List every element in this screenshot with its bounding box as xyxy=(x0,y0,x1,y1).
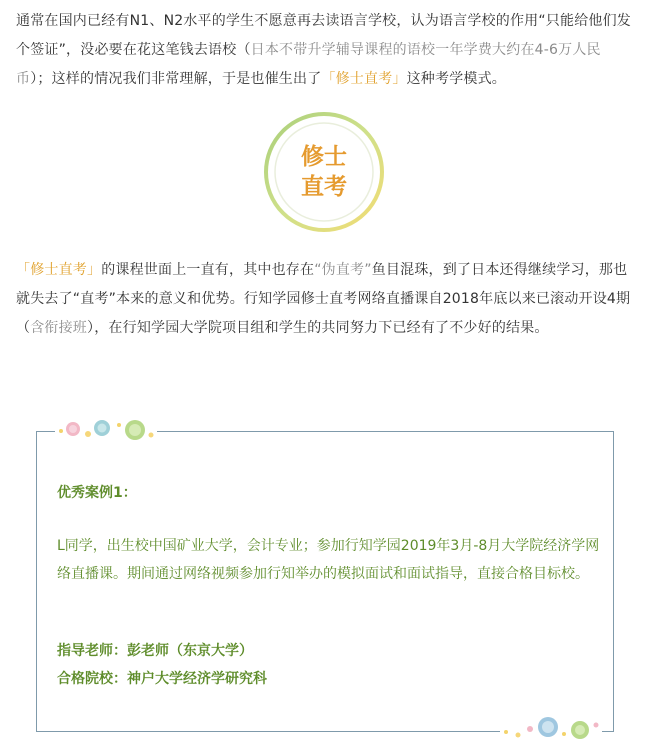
colored-dots-ornament-icon xyxy=(55,414,157,446)
intro-text-b: ）；这样的情况我们非常理解，于是也催生出了 xyxy=(30,71,322,87)
intro-highlight: 「修士直考」 xyxy=(321,71,407,87)
intro-text-a: 通常在国内已经有N1、N2水平的学生不愿意再去读语言学校，认为语言学校的作用“只能给他们发个签证”，没必要在花这笔钱去语校（ xyxy=(16,13,632,58)
case-school: 合格院校：神户大学经济学研究科 xyxy=(57,671,267,687)
intro-text-c: 这种考学模式。 xyxy=(406,71,507,87)
case-title: 优秀案例1： xyxy=(57,485,137,501)
intro-paragraph xyxy=(16,7,636,94)
badge-line-2: 直考 xyxy=(301,174,347,200)
section-badge xyxy=(262,110,386,234)
badge-title xyxy=(262,110,386,234)
second-highlight: 「修士直考」 xyxy=(16,262,102,278)
case-teacher: 指导老师：彭老师（东京大学） xyxy=(57,643,253,659)
intro-gray-note: 日本不带升学辅导课程的语校一年学费大约在4-6万人民币 xyxy=(16,42,601,87)
second-gray-2: 含衔接班 xyxy=(30,320,88,336)
badge-line-1: 修士 xyxy=(301,144,347,170)
second-text-c: ），在行知学园大学院项目组和学生的共同努力下已经有了不少好的结果。 xyxy=(87,320,549,336)
case-body: L同学，出生校中国矿业大学，会计专业；参加行知学园2019年3月-8月大学院经济学网络直播课。期间通过网络视频参加行知举办的模拟面试和面试指导，直接合格目标校。 xyxy=(57,538,600,582)
second-gray-1: “伪直考” xyxy=(314,262,372,278)
second-text-a: 的课程世面上一直有，其中也存在 xyxy=(101,262,315,278)
colored-dots-ornament-icon xyxy=(500,713,602,745)
second-paragraph xyxy=(16,256,636,343)
second-text-b: 鱼目混珠，到了日本还得继续学习，那也就失去了“直考”本来的意义和优势。行知学园修士直考网络直播课自2018年底以来已滚动开设4期（ xyxy=(16,262,631,336)
